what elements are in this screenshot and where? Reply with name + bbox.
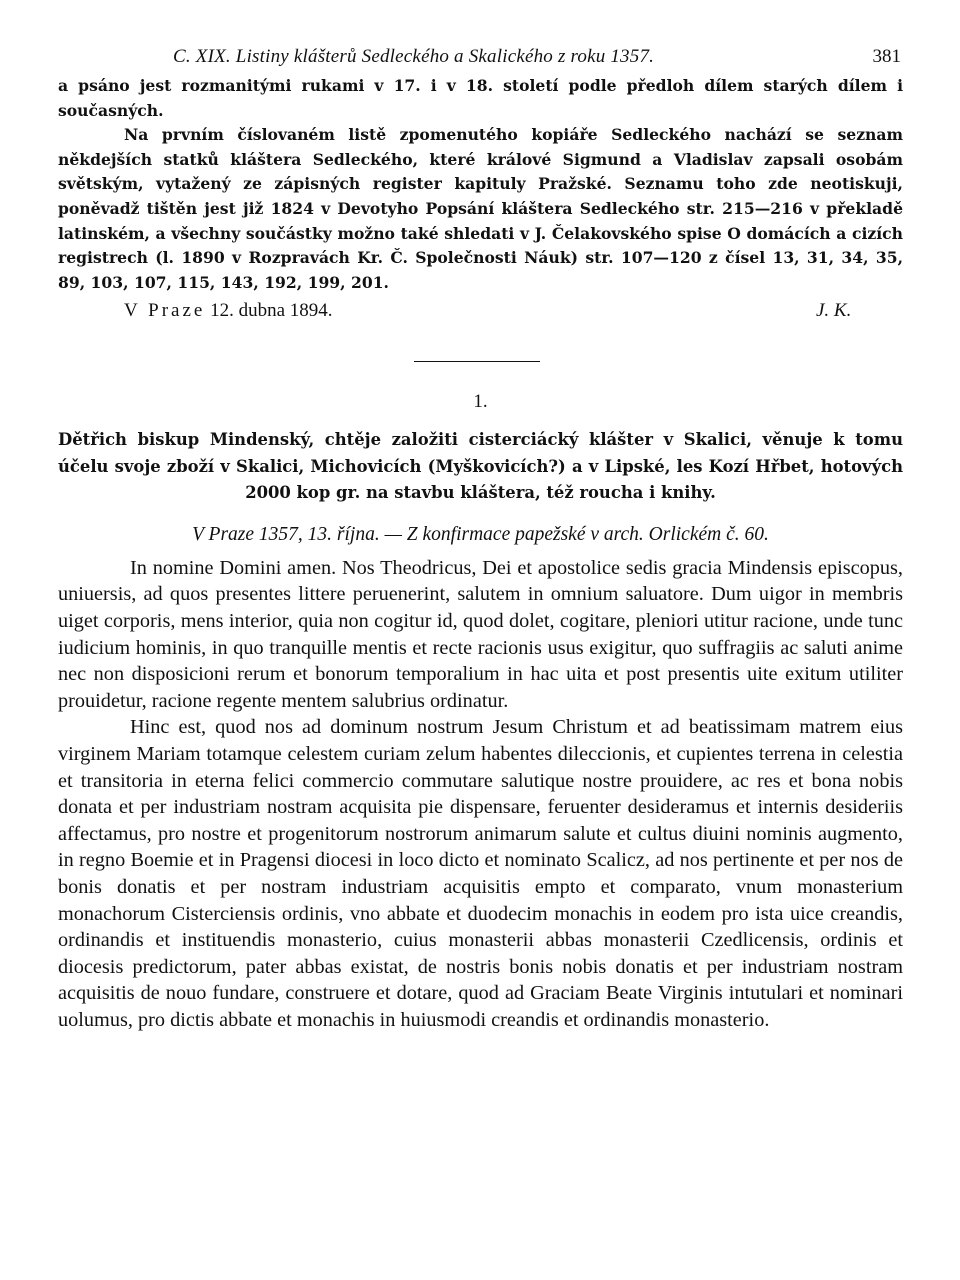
- editor-initials: J. K.: [816, 300, 852, 322]
- editorial-paragraph: a psáno jest rozmanitými rukami v 17. i v 18. století podle předloh dílem starých dílem i současných.: [58, 76, 903, 120]
- document-number: 1.: [473, 391, 488, 413]
- dateline-place-date: [124, 300, 333, 322]
- page-number: 381: [872, 46, 901, 67]
- section-divider: [414, 361, 540, 362]
- document-source-line: V Praze 1357, 13. října. — Z konfirmace papežské v arch. Orlickém č. 60.: [192, 523, 769, 545]
- editor-dateline: [58, 295, 903, 329]
- editorial-note: [58, 74, 903, 295]
- running-title: C. XIX. Listiny klášterů Sedleckého a Skalického z roku 1357.: [173, 46, 655, 67]
- charter-paragraph: In nomine Domini amen. Nos Theodricus, Dei et apostolice sedis gracia Mindensis episcopus, uniuersis, ad quos presentes littere peruenerint, salutem in omnium saluatore. Dum uigor in membris uiget corporis, mens interior, quia non cogitur id, quod dolet, cogitare, pleniori utitur racione, unde tunc iudicium hominis, in quo tranquille mentis et recte racionis usus exigitur, quo suffragiis ac saluti anime nec non disposicioni rerum et bonorum temporalium in hac uita et post presentis uite exitum utiliter prouidetur, racione regente mentem salubrius ordinatur.: [58, 556, 903, 712]
- book-page: [58, 40, 903, 1034]
- editorial-paragraph: Na prvním číslovaném listě zpomenutého kopiáře Sedleckého nachází se seznam někdejších statků kláštera Sedleckého, které králové Sigmund a Vladislav zapsali osobám světským, vytažený ze zápisných register kapituly Pražské. Seznamu toho zde neotiskuji, poněvadž tištěn jest již 1824 v Devotyho Popsání kláštera Sedleckého str. 215—216 v překladě latinském, a všechny součástky možno také shledati v J. Čelakovského spise O domácích a cizích registrech (l. 1890 v Rozpravách Kr. Č. Společnosti Náuk) str. 107—120 z čísel 13, 31, 34, 35, 89, 103, 107, 115, 143, 192, 199, 201.: [58, 125, 903, 292]
- running-header: [58, 40, 903, 74]
- charter-text: [58, 555, 903, 1034]
- dateline-date: 12. dubna 1894.: [210, 300, 333, 322]
- document-regest: Dětřich biskup Mindenský, chtěje založiti cisterciácký klášter v Skalici, věnuje k tomu účelu svoje zboží v Skalici, Michovicích (Myškovicích?) a v Lipské, les Kozí Hřbet, hotových 2000 kop gr. na stavbu kláštera, též roucha i knihy.: [58, 430, 903, 503]
- charter-paragraph: Hinc est, quod nos ad dominum nostrum Jesum Christum et ad beatissimam matrem eius virginem Mariam totamque celestem curiam zelum habentes dileccionis, et cupientes terrena in celestia et transitoria in eterna felici commercio commutare salutique nostre prouidere, ac res et bona nobis donata et per industriam nostram acquisita pie dispensare, feruenter desideramus et internis desideriis affectamus, pro nostre et progenitorum nostrorum animarum salute et cultus diuini nominis augmento, in regno Boemie et in Pragensi diocesi in loco dicto et nominato Scalicz, ad nos pertinente et per nos de bonis donatis et per nostram industriam acquisitis empto et comparato, vnum monasterium monachorum Cisterciensis ordinis, vno abbate et duodecim monachis in eodem pro ista uice creandis, ordinandis et instituendis monasterio, cuius monasterii abbas monasterii Czedlicensis, ordinis et diocesis predictorum, pater abbas existat, de nostris bonis nobis donatis et per industriam nostram acquisitis de nouo fundare, construere et dotare, quod ad Graciam Beate Virginis intutulari et nominari uolumus, pro dictis abbate et monachis in huiusmodi creandis et ordinandis monasterio.: [58, 716, 903, 1031]
- dateline-place: V Praze: [124, 300, 206, 322]
